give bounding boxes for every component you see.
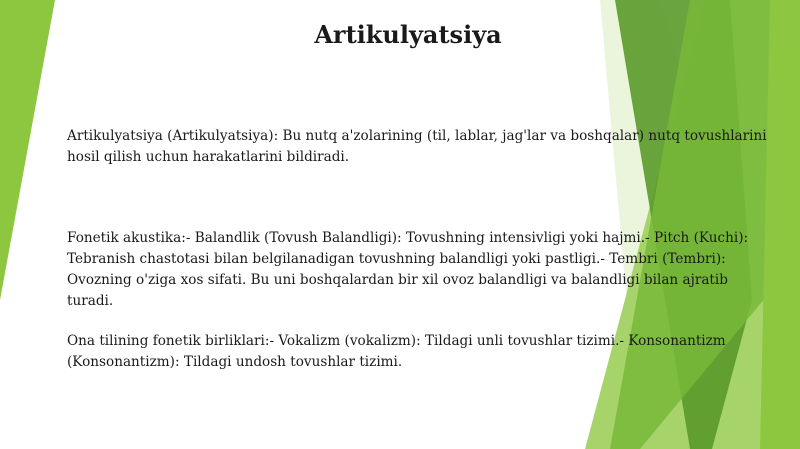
paragraph-artikulyatsiya: Artikulyatsiya (Artikulyatsiya): Bu nutq a'zolarining (til, lablar, jag'lar va boshqalar) nutq tovushlarini hosil qilish uchun harakatlarini bildiradi. [67, 128, 767, 165]
slide-title: Artikulyatsiya [314, 20, 502, 49]
paragraph-fonetik-akustika: Fonetik akustika:- Balandlik (Tovush Balandligi): Tovushning intensivligi yoki hajmi.- Pitch (Kuchi): Tebranish chastotasi bilan belgilanadigan tovushning balandligi yoki pastligi.- Tembri (Tembri): Ovozning o'ziga xos sifati. Bu uni boshqalardan bir xil ovoz balandligi va balandligi bilan ajratib turadi. [67, 230, 749, 309]
paragraph-fonetik-birliklar: Ona tilining fonetik birliklari:- Vokalizm (vokalizm): Tildagi unli tovushlar tizimi.- Konsonantizm (Konsonantizm): Tildagi undosh tovushlar tizimi. [67, 333, 726, 370]
